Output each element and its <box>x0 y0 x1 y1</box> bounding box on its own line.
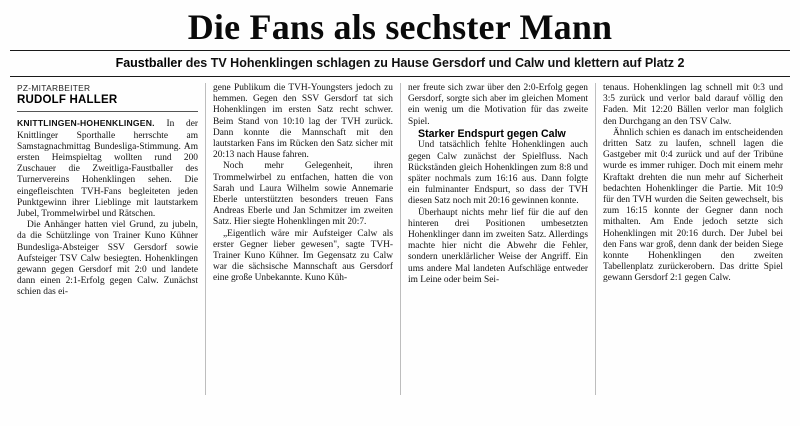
paragraph: tenaus. Hohenklingen lag schnell mit 0:3 und 3:5 zurück und verlor bald darauf völlig den Faden. Mit 12:20 Bällen verlor man folglich den Durchgang an den TSV Calw. <box>603 83 783 127</box>
paragraph-text: In der Knittlinger Sporthalle herrschte am Samstagnachmittag Bundesliga-Stimmung. Am ersten Heimspieltag wollten rund 200 Zuschauer die Zweitliga-Faustballer des Turnervereins Hohenklingen sehen. Die eingefleischten TVH-Fans begleiteten jeden Punktgewinn ihrer Lieblinge mit lautstarkem Jubel, Trommelwirbel und Rätschen. <box>17 119 198 220</box>
paragraph: Ähnlich schien es danach im entscheidenden dritten Satz zu laufen, schnell lagen die Gastgeber mit 0:4 zurück und auf der Tribüne wurde es immer ruhiger. Doch mit einem mehr Kraftakt drehten die nun mehr auf Sicherheit bedachten Hohenklinger die Partie. Mit 10:9 für den TVH wurden die Seiten gewechselt, bis zum 16:15 konnte der Gegner dann noch mithalten. Am Ende jedoch setzte sich Hohenklingen mit 20:16 durch. Der Jubel bei den Fans war groß, denn dank der beiden Siege konnte Hohenklingen den zweiten Tabellenplatz zurückerobern. Das dritte Spiel gewann Gersdorf 2:1 gegen Calw. <box>603 127 783 284</box>
page-title: Die Fans als sechster Mann <box>187 7 613 47</box>
paragraph: Und tatsächlich fehlte Hohenklingen auch gegen Calw zunächst der Spielfluss. Nach Rückständen gleich Hohenklingen zum 8:8 und später nochmals zum 16:16 aus. Dann folgte ein fulminanter Endspurt, so dass der TVH diesen Satz noch mit 20:16 gewinnen konnte. <box>408 140 588 207</box>
dateline: KNITTLINGEN-HOHENKLINGEN. <box>17 118 155 129</box>
article-columns <box>10 83 790 395</box>
article-column-3 <box>400 83 595 395</box>
byline-author: RUDOLF HALLER <box>17 94 118 107</box>
paragraph: Die Anhänger hatten viel Grund, zu jubeln, da die Schützlinge von Trainer Kuno Kühner Bundesliga-Absteiger SSV Gersdorf sowie Aufsteiger TSV Calw besiegten. Hohenklingen gewann gegen Gersdorf mit 2:0 und landete dann einen 2:1-Erfolg gegen Calw. Zunächst schien das ei- <box>17 220 198 298</box>
subheadline-lead: Faustballer <box>115 56 183 70</box>
header-divider <box>10 50 790 51</box>
article-column-1 <box>10 83 205 395</box>
byline-divider <box>17 111 198 112</box>
paragraph: gene Publikum die TVH-Youngsters jedoch zu hemmen. Gegen den SSV Gersdorf tat sich Hohenklingen im ersten Satz recht schwer. Beim Stand von 10:10 lag der TVH zurück. Dann konnte die Mannschaft mit den lautstarken Fans im Rücken den Satz sicher mit 20:13 nach Hause fahren. <box>213 83 393 161</box>
paragraph: ner freute sich zwar über den 2:0-Erfolg gegen Gersdorf, sorgte sich aber im gleichen Moment ein wenig um die Motivation für das zweite Spiel. <box>408 83 588 127</box>
article-subheadline <box>10 56 790 71</box>
section-heading: Starker Endspurt gegen Calw <box>418 127 566 140</box>
paragraph: Noch mehr Gelegenheit, ihren Trommelwirbel zu entfachen, hatten die von Sarah und Laura Wilhelm sowie Annemarie Eberle unterstützten besonders treuen Fans Andreas Eberle und Jan Schmitzer im zweiten Satz. Hier siegte Hohenklingen mit 20:7. <box>213 161 393 228</box>
article-column-2 <box>205 83 400 395</box>
paragraph: Überhaupt nichts mehr lief für die auf den hinteren drei Positionen umbesetzten Hohenklinger dann im zweiten Satz. Allerdings machte hier nicht die Abwehr die Fehler, sondern unerklärlicher Weise der Angriff. Ein ums andere Mal landeten Aufschläge entweder im Leine oder beim Sei- <box>408 207 588 285</box>
byline-label: PZ-MITARBEITER <box>17 83 91 93</box>
subheadline-rest: des TV Hohenklingen schlagen zu Hause Gersdorf und Calw und klettern auf Platz 2 <box>182 56 685 70</box>
subheader-divider <box>10 76 790 77</box>
paragraph <box>17 118 198 220</box>
paragraph: „Eigentlich wäre mir Aufsteiger Calw als erster Gegner lieber gewesen", sagte TVH-Trainer Kuno Kühner. Im Gegensatz zu Calw war die sächsische Mannschaft aus Gersdorf eine große Unbekannte. Kuno Küh- <box>213 228 393 284</box>
article-column-4 <box>595 83 790 395</box>
